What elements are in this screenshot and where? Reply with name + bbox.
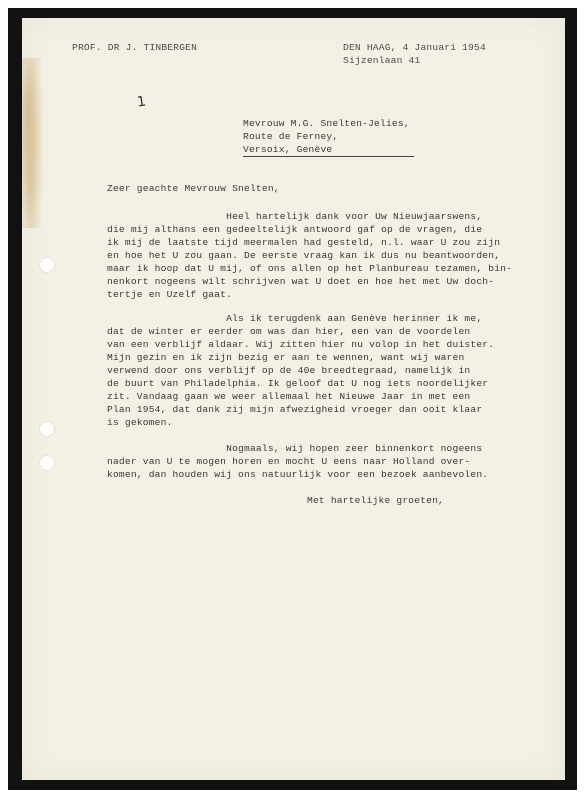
body-line: ik mij de laatste tijd meermalen had gesteld, n.l. waar U zou zijn bbox=[107, 237, 501, 248]
body-line: Nogmaals, wij hopen zeer binnenkort nogeens bbox=[107, 443, 483, 454]
recipient-underline bbox=[243, 156, 414, 157]
recipient-line: Versoix, Genève bbox=[243, 144, 333, 155]
body-line: dat de winter er eerder om was dan hier, een van de voordelen bbox=[107, 326, 471, 337]
body-line: en hoe het U zou gaan. De eerste vraag kan ik dus nu beantwoorden, bbox=[107, 250, 501, 261]
closing: Met hartelijke groeten, bbox=[307, 495, 445, 506]
body-line: zit. Vandaag gaan we weer allemaal het Nieuwe Jaar in met een bbox=[107, 391, 471, 402]
recipient-line: Mevrouw M.G. Snelten-Jelies, bbox=[243, 118, 410, 129]
punch-hole bbox=[40, 258, 54, 272]
punch-hole bbox=[40, 456, 54, 470]
body-line: van een verblijf aldaar. Wij zitten hier nu volop in het duister. bbox=[107, 339, 495, 350]
paper-stain bbox=[22, 58, 44, 228]
body-line: komen, dan houden wij ons natuurlijk voor een bezoek aanbevolen. bbox=[107, 469, 489, 480]
place-date: DEN HAAG, 4 Januari 1954 bbox=[343, 42, 486, 53]
salutation: Zeer geachte Mevrouw Snelten, bbox=[107, 183, 280, 194]
body-line: nenkort nogeens wilt schrijven wat U doet en hoe het met Uw doch- bbox=[107, 276, 495, 287]
handwritten-page-number: 1 bbox=[135, 93, 147, 111]
body-line: Plan 1954, dat dank zij mijn afwezigheid vroeger dan ooit klaar bbox=[107, 404, 483, 415]
body-line: nader van U te mogen horen en mocht U eens naar Holland over- bbox=[107, 456, 471, 467]
sender-name: PROF. DR J. TINBERGEN bbox=[72, 42, 198, 53]
body-line: Mijn gezin en ik zijn bezig er aan te wennen, want wij waren bbox=[107, 352, 465, 363]
body-line: maar ik hoop dat U mij, of ons allen op het Planbureau tezamen, bin- bbox=[107, 263, 513, 274]
punch-hole bbox=[40, 422, 54, 436]
body-line: Heel hartelijk dank voor Uw Nieuwjaarswens, bbox=[107, 211, 483, 222]
body-line: verwend door ons verblijf op de 40e breedtegraad, namelijk in bbox=[107, 365, 471, 376]
recipient-line: Route de Ferney, bbox=[243, 131, 339, 142]
body-line: de buurt van Philadelphia. Ik geloof dat U nog iets noordelijker bbox=[107, 378, 489, 389]
body-line: Als ik terugdenk aan Genève herinner ik me, bbox=[107, 313, 483, 324]
body-line: tertje en Uzelf gaat. bbox=[107, 289, 233, 300]
body-line: is gekomen. bbox=[107, 417, 173, 428]
sender-address: Sijzenlaan 41 bbox=[343, 55, 421, 66]
body-line: die mij althans een gedeeltelijk antwoord gaf op de vragen, die bbox=[107, 224, 483, 235]
